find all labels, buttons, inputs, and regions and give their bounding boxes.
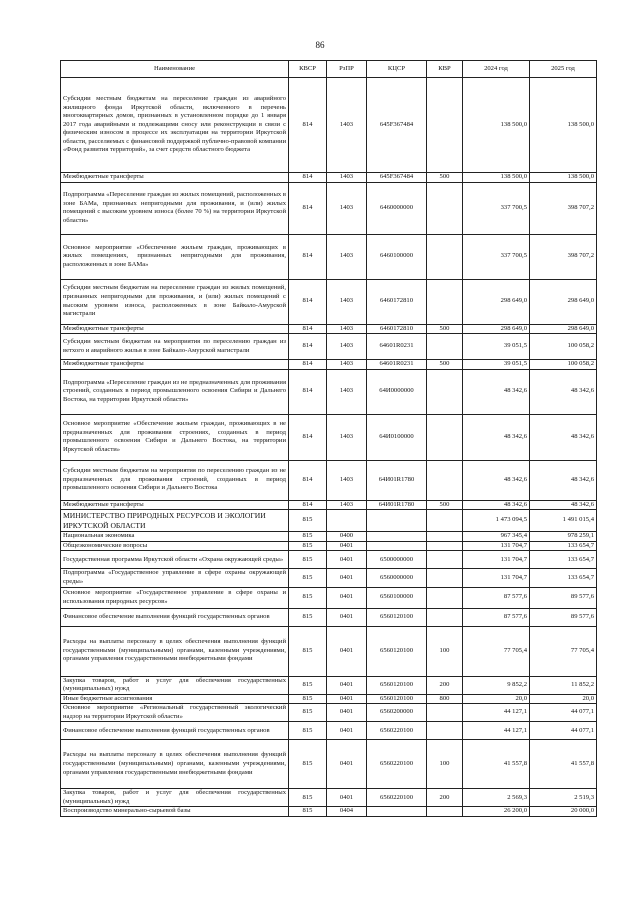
cell-2024: 26 200,0	[463, 807, 530, 817]
cell-kvsr: 815	[289, 704, 327, 722]
cell-kcsr: 6560100000	[367, 587, 427, 608]
table-row	[61, 551, 597, 569]
cell-name: Межбюджетные трансферты	[61, 360, 289, 370]
cell-kcsr: 6560120100	[367, 608, 427, 626]
cell-kvr: 800	[427, 694, 463, 704]
cell-kvr: 200	[427, 789, 463, 807]
cell-kcsr: 645F367484	[367, 78, 427, 173]
cell-kvsr: 815	[289, 626, 327, 676]
cell-2024: 131 704,7	[463, 551, 530, 569]
cell-name: Подпрограмма «Переселение граждан из не предназначенных для проживания строений, созданных в период промышленного освоения Сибири и Дальнего Востока, на территории Иркутской области»	[61, 369, 289, 414]
cell-kvsr: 814	[289, 279, 327, 324]
cell-kvsr: 814	[289, 460, 327, 500]
table-body	[61, 78, 597, 817]
cell-2024: 20,0	[463, 694, 530, 704]
cell-2025: 89 577,6	[530, 608, 597, 626]
table-row	[61, 532, 597, 542]
cell-kcsr: 6460100000	[367, 234, 427, 279]
table-row	[61, 807, 597, 817]
table-row	[61, 460, 597, 500]
cell-kcsr: 6460172810	[367, 324, 427, 334]
cell-2025: 298 649,0	[530, 324, 597, 334]
header-kcsr: КЦСР	[367, 61, 427, 78]
cell-kvsr: 815	[289, 569, 327, 587]
cell-rzpr: 0404	[327, 807, 367, 817]
table-row	[61, 324, 597, 334]
cell-2025: 48 342,6	[530, 414, 597, 460]
cell-name: Воспроизводство минерально-сырьевой базы	[61, 807, 289, 817]
table-row	[61, 569, 597, 587]
cell-kvsr: 814	[289, 78, 327, 173]
cell-kvsr: 814	[289, 414, 327, 460]
cell-kvr: 500	[427, 360, 463, 370]
cell-2025: 44 077,1	[530, 704, 597, 722]
header-2024: 2024 год	[463, 61, 530, 78]
cell-rzpr: 0401	[327, 676, 367, 694]
cell-kvr	[427, 460, 463, 500]
cell-2024: 131 704,7	[463, 541, 530, 551]
cell-2024: 41 557,8	[463, 740, 530, 789]
cell-kcsr: 6560220100	[367, 722, 427, 740]
table-row	[61, 173, 597, 183]
table-row	[61, 541, 597, 551]
cell-2024: 39 051,5	[463, 360, 530, 370]
cell-rzpr: 0401	[327, 569, 367, 587]
cell-kvsr: 814	[289, 234, 327, 279]
cell-rzpr: 0401	[327, 789, 367, 807]
cell-kcsr: 64601R0231	[367, 334, 427, 360]
cell-kvr	[427, 532, 463, 542]
cell-2025: 2 519,3	[530, 789, 597, 807]
cell-rzpr: 1403	[327, 500, 367, 510]
cell-rzpr: 0401	[327, 587, 367, 608]
cell-name: Государственная программа Иркутской области «Охрана окружающей среды»	[61, 551, 289, 569]
cell-kcsr: 6460000000	[367, 182, 427, 234]
cell-kvr	[427, 541, 463, 551]
cell-rzpr: 1403	[327, 324, 367, 334]
cell-name: Субсидии местным бюджетам на переселение граждан из аварийного жилищного фонда Иркутской области, включенного в перечень многоквартирных домов, признанных в установленном порядке до 1 января 2017 года аварийными и подлежащими сносу или реконструкции в связи с физическим износом в процессе их эксплуатации на территории Иркутской области, расселяемых с финансовой поддержкой публично-правовой компании «Фонд развития территорий», за счет средств областного бюджета	[61, 78, 289, 173]
cell-2024: 87 577,6	[463, 587, 530, 608]
cell-kvr	[427, 807, 463, 817]
cell-2025: 77 705,4	[530, 626, 597, 676]
cell-2024: 48 342,6	[463, 460, 530, 500]
table-row	[61, 369, 597, 414]
table-row	[61, 182, 597, 234]
table-row	[61, 414, 597, 460]
cell-rzpr: 1403	[327, 414, 367, 460]
cell-2025: 398 707,2	[530, 182, 597, 234]
cell-kvr	[427, 369, 463, 414]
cell-rzpr: 0401	[327, 694, 367, 704]
cell-kcsr: 6560120100	[367, 676, 427, 694]
cell-kvsr: 815	[289, 740, 327, 789]
cell-kcsr: 6460172810	[367, 279, 427, 324]
cell-kvsr: 815	[289, 532, 327, 542]
cell-kvr	[427, 587, 463, 608]
header-name: Наименование	[61, 61, 289, 78]
table-row	[61, 740, 597, 789]
cell-kcsr: 64И01R1780	[367, 500, 427, 510]
cell-kcsr	[367, 541, 427, 551]
cell-kvr: 500	[427, 173, 463, 183]
cell-kcsr: 6560200000	[367, 704, 427, 722]
cell-kvsr: 814	[289, 173, 327, 183]
cell-kcsr: 6560220100	[367, 740, 427, 789]
cell-kvsr: 815	[289, 789, 327, 807]
cell-2024: 298 649,0	[463, 279, 530, 324]
table-row	[61, 608, 597, 626]
cell-kcsr: 6560120100	[367, 626, 427, 676]
cell-2024: 77 705,4	[463, 626, 530, 676]
cell-rzpr: 0401	[327, 541, 367, 551]
cell-2025: 100 058,2	[530, 360, 597, 370]
table-row	[61, 587, 597, 608]
cell-2025: 978 259,1	[530, 532, 597, 542]
cell-kvr	[427, 279, 463, 324]
cell-kvr	[427, 722, 463, 740]
cell-kcsr: 6560220100	[367, 789, 427, 807]
table-row	[61, 704, 597, 722]
cell-2025: 48 342,6	[530, 460, 597, 500]
cell-kvsr: 814	[289, 324, 327, 334]
cell-2025: 133 654,7	[530, 569, 597, 587]
table-row	[61, 360, 597, 370]
cell-2025: 1 491 015,4	[530, 510, 597, 532]
table-row	[61, 789, 597, 807]
cell-2024: 44 127,1	[463, 722, 530, 740]
cell-2025: 48 342,6	[530, 369, 597, 414]
cell-2024: 2 569,3	[463, 789, 530, 807]
cell-2024: 9 852,2	[463, 676, 530, 694]
cell-rzpr: 0401	[327, 722, 367, 740]
cell-name: Субсидии местным бюджетам на переселение граждан из жилых помещений, признанных непригодными для проживания, и (или) жилых помещений с высоким уровнем износа, расположенных в зоне Байкало-Амурской магистрали	[61, 279, 289, 324]
cell-2025: 133 654,7	[530, 541, 597, 551]
cell-kcsr: 6560000000	[367, 569, 427, 587]
cell-kcsr: 64И0100000	[367, 414, 427, 460]
cell-kvsr: 815	[289, 608, 327, 626]
cell-2024: 48 342,6	[463, 500, 530, 510]
cell-kvr: 500	[427, 324, 463, 334]
cell-kcsr: 64И01R1780	[367, 460, 427, 500]
cell-2024: 39 051,5	[463, 334, 530, 360]
cell-kvr: 100	[427, 626, 463, 676]
table-row	[61, 334, 597, 360]
cell-kvr	[427, 704, 463, 722]
cell-kvr: 500	[427, 500, 463, 510]
cell-rzpr: 0400	[327, 532, 367, 542]
cell-kvsr: 815	[289, 694, 327, 704]
cell-kvr: 200	[427, 676, 463, 694]
cell-name: Основное мероприятие «Обеспечение жильем граждан, проживающих в жилых помещениях, признанных непригодными для проживания, расположенных в зоне БАМа»	[61, 234, 289, 279]
cell-rzpr: 1403	[327, 279, 367, 324]
cell-kvsr: 815	[289, 551, 327, 569]
table-row	[61, 676, 597, 694]
cell-2025: 41 557,8	[530, 740, 597, 789]
cell-kvsr: 815	[289, 587, 327, 608]
cell-kcsr	[367, 532, 427, 542]
cell-2024: 337 700,5	[463, 182, 530, 234]
cell-kcsr: 6560120100	[367, 694, 427, 704]
cell-name: Национальная экономика	[61, 532, 289, 542]
cell-kvsr: 814	[289, 369, 327, 414]
cell-kvsr: 814	[289, 500, 327, 510]
cell-kvr	[427, 78, 463, 173]
cell-kcsr	[367, 510, 427, 532]
cell-2024: 967 345,4	[463, 532, 530, 542]
cell-2024: 48 342,6	[463, 369, 530, 414]
cell-name: Межбюджетные трансферты	[61, 500, 289, 510]
table-row	[61, 78, 597, 173]
cell-kvsr: 814	[289, 182, 327, 234]
cell-kvr	[427, 414, 463, 460]
cell-2024: 337 700,5	[463, 234, 530, 279]
cell-2024: 138 500,0	[463, 78, 530, 173]
cell-2025: 398 707,2	[530, 234, 597, 279]
cell-name: Закупка товаров, работ и услуг для обеспечения государственных (муниципальных) нужд	[61, 789, 289, 807]
cell-kvr	[427, 182, 463, 234]
cell-2025: 44 077,1	[530, 722, 597, 740]
cell-2025: 20,0	[530, 694, 597, 704]
cell-kvsr: 815	[289, 541, 327, 551]
budget-table	[60, 60, 597, 817]
cell-kvr	[427, 234, 463, 279]
cell-name: Расходы на выплаты персоналу в целях обеспечения выполнения функций государственными (муниципальными) органами, казенными учреждениями, органами управления государственными внебюджетными фондами	[61, 740, 289, 789]
cell-2024: 131 704,7	[463, 569, 530, 587]
cell-kcsr: 645F367484	[367, 173, 427, 183]
cell-2025: 89 577,6	[530, 587, 597, 608]
cell-kvsr: 815	[289, 510, 327, 532]
cell-kvr	[427, 569, 463, 587]
table-row	[61, 694, 597, 704]
cell-2025: 100 058,2	[530, 334, 597, 360]
cell-rzpr: 1403	[327, 460, 367, 500]
table-row	[61, 626, 597, 676]
cell-name: МИНИСТЕРСТВО ПРИРОДНЫХ РЕСУРСОВ И ЭКОЛОГИИ ИРКУТСКОЙ ОБЛАСТИ	[61, 510, 289, 532]
cell-2025: 298 649,0	[530, 279, 597, 324]
cell-rzpr: 1403	[327, 182, 367, 234]
cell-rzpr: 1403	[327, 173, 367, 183]
cell-2024: 48 342,6	[463, 414, 530, 460]
cell-name: Основное мероприятие «Региональный государственный экологический надзор на территории Иркутской области»	[61, 704, 289, 722]
cell-kvr	[427, 608, 463, 626]
header-rzpr: РзПР	[327, 61, 367, 78]
cell-rzpr: 1403	[327, 334, 367, 360]
table-header-row	[61, 61, 597, 78]
cell-rzpr: 0401	[327, 704, 367, 722]
cell-name: Закупка товаров, работ и услуг для обеспечения государственных (муниципальных) нужд	[61, 676, 289, 694]
cell-rzpr: 1403	[327, 369, 367, 414]
cell-rzpr: 0401	[327, 608, 367, 626]
cell-2024: 138 500,0	[463, 173, 530, 183]
cell-rzpr	[327, 510, 367, 532]
cell-name: Финансовое обеспечение выполнения функций государственных органов	[61, 608, 289, 626]
cell-kcsr: 6500000000	[367, 551, 427, 569]
cell-rzpr: 0401	[327, 626, 367, 676]
cell-rzpr: 0401	[327, 740, 367, 789]
cell-kvr	[427, 510, 463, 532]
cell-kvr	[427, 334, 463, 360]
table-row	[61, 234, 597, 279]
cell-name: Основное мероприятие «Государственное управление в сфере охраны и использования природных ресурсов»	[61, 587, 289, 608]
cell-kcsr	[367, 807, 427, 817]
cell-kcsr: 64601R0231	[367, 360, 427, 370]
cell-2025: 48 342,6	[530, 500, 597, 510]
cell-kvsr: 815	[289, 722, 327, 740]
table-row	[61, 279, 597, 324]
cell-rzpr: 1403	[327, 78, 367, 173]
cell-name: Подпрограмма «Переселение граждан из жилых помещений, расположенных в зоне БАМа, признанных непригодными для проживания, и (или) жилых помещений с высоким уровнем износа (более 70 %) на территории Иркутской области»	[61, 182, 289, 234]
table-row	[61, 722, 597, 740]
cell-2024: 1 473 094,5	[463, 510, 530, 532]
cell-kvr: 100	[427, 740, 463, 789]
cell-kvr	[427, 551, 463, 569]
cell-name: Межбюджетные трансферты	[61, 324, 289, 334]
cell-name: Финансовое обеспечение выполнения функций государственных органов	[61, 722, 289, 740]
cell-name: Межбюджетные трансферты	[61, 173, 289, 183]
header-2025: 2025 год	[530, 61, 597, 78]
cell-rzpr: 1403	[327, 234, 367, 279]
cell-2025: 138 500,0	[530, 173, 597, 183]
cell-kcsr: 64И0000000	[367, 369, 427, 414]
cell-name: Иные бюджетные ассигнования	[61, 694, 289, 704]
cell-name: Субсидии местным бюджетам на мероприятия по переселению граждан из не предназначенных для проживания строений, созданных в период промышленного освоения Сибири и Дальнего Востока	[61, 460, 289, 500]
cell-name: Подпрограмма «Государственное управление в сфере охраны окружающей среды»	[61, 569, 289, 587]
cell-2025: 138 500,0	[530, 78, 597, 173]
cell-kvsr: 814	[289, 360, 327, 370]
cell-name: Расходы на выплаты персоналу в целях обеспечения выполнения функций государственными (муниципальными) органами, казенными учреждениями, органами управления государственными внебюджетными фондами	[61, 626, 289, 676]
header-kvsr: КВСР	[289, 61, 327, 78]
cell-2024: 44 127,1	[463, 704, 530, 722]
cell-name: Основное мероприятие «Обеспечение жильем граждан, проживающих в не предназначенных для проживания строениях, созданных в период промышленного освоения Сибири и Дальнего Востока, на территории Иркутской области»	[61, 414, 289, 460]
cell-2025: 133 654,7	[530, 551, 597, 569]
cell-2024: 298 649,0	[463, 324, 530, 334]
table-row	[61, 510, 597, 532]
cell-kvsr: 815	[289, 807, 327, 817]
cell-2024: 87 577,6	[463, 608, 530, 626]
header-kvr: КВР	[427, 61, 463, 78]
cell-name: Субсидии местным бюджетам на мероприятия по переселению граждан из ветхого и аварийного жилья в зоне Байкало-Амурской магистрали	[61, 334, 289, 360]
cell-rzpr: 0401	[327, 551, 367, 569]
cell-rzpr: 1403	[327, 360, 367, 370]
table-row	[61, 500, 597, 510]
cell-2025: 20 000,0	[530, 807, 597, 817]
cell-name: Общеэкономические вопросы	[61, 541, 289, 551]
cell-kvsr: 815	[289, 676, 327, 694]
cell-kvsr: 814	[289, 334, 327, 360]
cell-2025: 11 852,2	[530, 676, 597, 694]
page-number: 86	[315, 40, 325, 50]
